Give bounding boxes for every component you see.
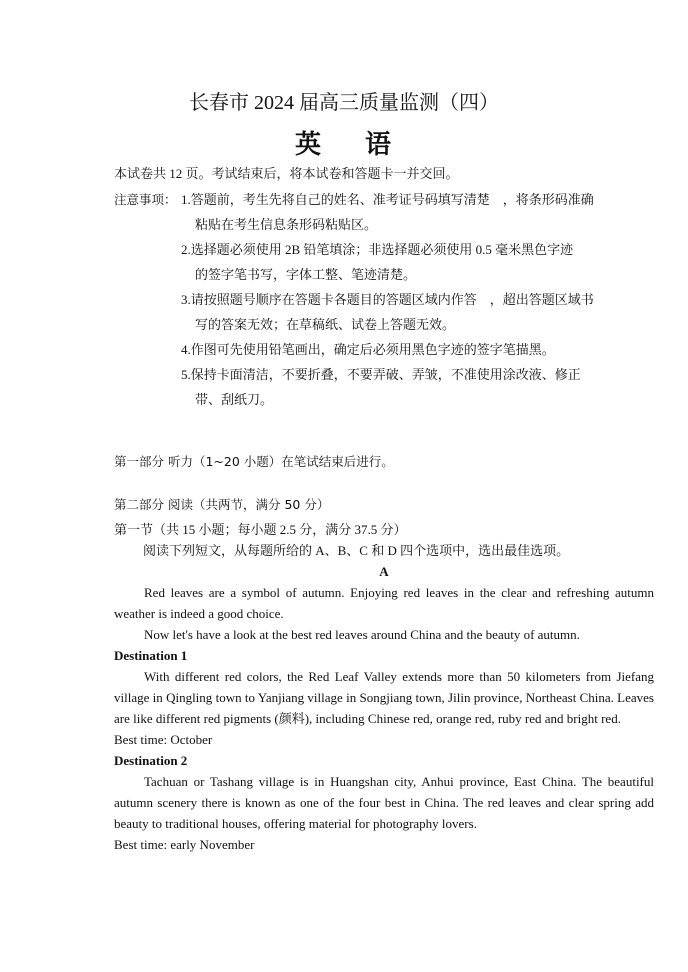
exam-title: 长春市 2024 届高三质量监测（四） <box>189 92 499 114</box>
passage-a <box>114 561 654 855</box>
note-5-line-2: 带、刮纸刀。 <box>195 392 274 407</box>
note-1-line-1: 1.答题前，考生先将自己的姓名、准考证号码填写清楚 ，将条形码准确 <box>181 192 594 207</box>
note-3-line-1: 3.请按照题号顺序在答题卡各题目的答题区域内作答 ，超出答题区域书 <box>181 292 594 307</box>
destination-2-best-time: Best time: early November <box>114 837 255 852</box>
subject-char-1: 英 <box>294 130 323 159</box>
destination-2-text: Tachuan or Tashang village is in Huangshan city, Anhui province, East China. The beautiful autumn scenery there is known as one of the four best in China. The red leaves and clear spring add beauty to traditional houses, offering material for photography lovers. <box>114 774 654 831</box>
note-5-line-1: 5.保持卡面清洁，不要折叠，不要弄破、弄皱，不准使用涂改液、修正 <box>181 367 581 382</box>
subject-title <box>0 124 688 161</box>
notes-label: 注意事项： <box>114 192 177 207</box>
destination-1-text: With different red colors, the Red Leaf Valley extends more than 50 kilometers from Jiefang village in Qingling town to Yanjiang village in Songjiang town, Jilin province, Northeast China. Leaves are like different red pigments (颜料), including Chinese red, orange red, ruby red and bright red. <box>114 669 654 726</box>
section1-instruction: 阅读下列短文，从每题所给的 A、B、C 和 D 四个选项中，选出最佳选项。 <box>143 543 570 558</box>
exam-intro: 本试卷共 12 页。考试结束后，将本试卷和答题卡一并交回。 <box>114 166 459 181</box>
subject-char-2: 语 <box>365 130 394 159</box>
destination-1-best-time: Best time: October <box>114 732 213 747</box>
note-2-line-2: 的签字笔书写，字体工整、笔迹清楚。 <box>195 267 417 282</box>
note-2-line-1: 2.选择题必须使用 2B 铅笔填涂；非选择题必须使用 0.5 毫米黑色字迹 <box>181 242 574 257</box>
passage-para-2: Now let's have a look at the best red leaves around China and the beauty of autumn. <box>144 627 580 642</box>
passage-label: A <box>379 564 389 579</box>
note-3-line-2: 写的答案无效；在草稿纸、试卷上答题无效。 <box>195 317 456 332</box>
destination-1-title: Destination 1 <box>114 648 188 663</box>
passage-para-1: Red leaves are a symbol of autumn. Enjoying red leaves in the clear and refreshing autumn weather is indeed a good choice. <box>114 585 654 621</box>
destination-2-title: Destination 2 <box>114 753 188 768</box>
note-1-line-2: 粘贴在考生信息条形码粘贴区。 <box>195 217 378 232</box>
part2-heading: 第二部分 阅读（共两节，满分 50 分） <box>114 497 330 512</box>
section1-heading: 第一节（共 15 小题；每小题 2.5 分，满分 37.5 分） <box>114 522 407 537</box>
note-4-line-1: 4.作图可先使用铅笔画出，确定后必须用黑色字迹的签字笔描黑。 <box>181 342 555 357</box>
part1-heading: 第一部分 听力（1~20 小题）在笔试结束后进行。 <box>114 454 394 469</box>
